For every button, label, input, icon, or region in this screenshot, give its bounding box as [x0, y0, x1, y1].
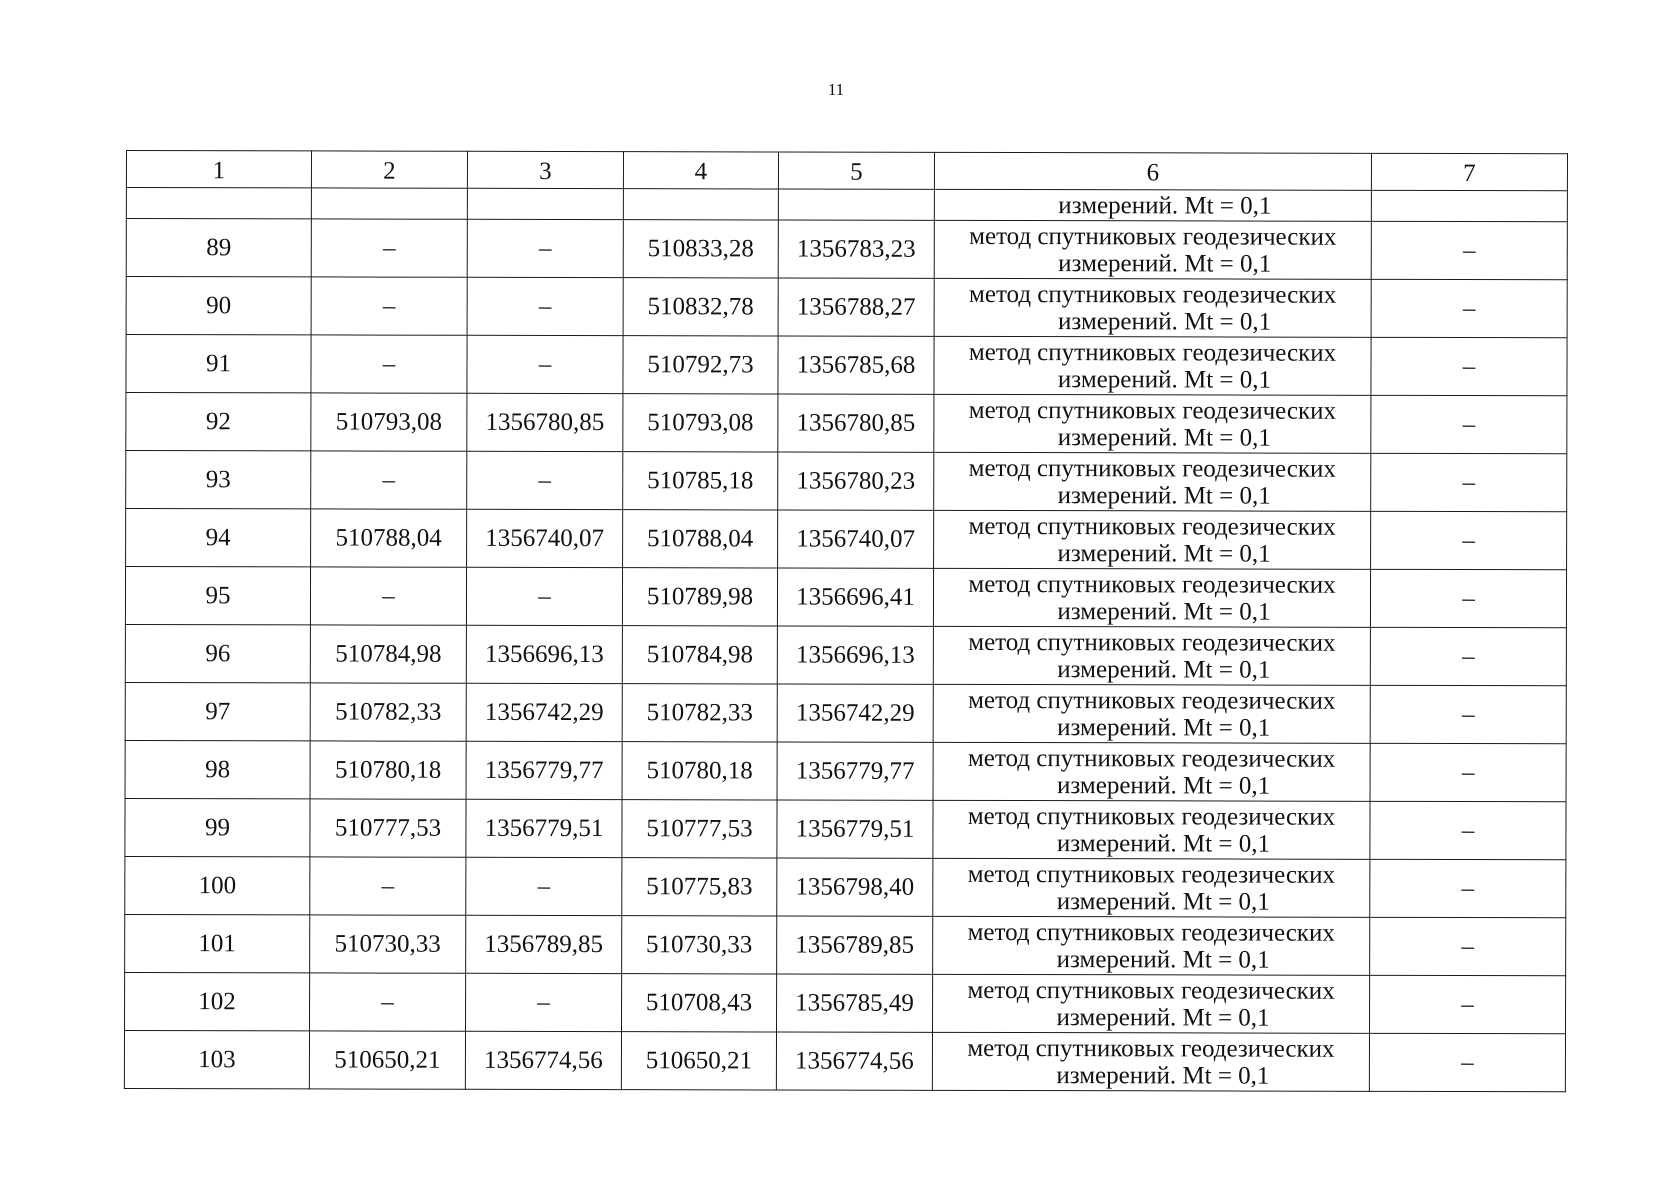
method-line-1: метод спутниковых геодезических [967, 1034, 1335, 1063]
method-line-1: метод спутниковых геодезических [967, 976, 1335, 1005]
cell-refined-x: 510730,33 [622, 916, 777, 974]
cell-existing-y: – [466, 567, 622, 625]
cell-description: – [1371, 221, 1567, 279]
method-text [967, 1034, 1334, 1089]
cell-refined-x: 510777,53 [622, 800, 777, 858]
method-line-2: измерений. Mt = 0,1 [1057, 655, 1271, 684]
cell-description: – [1369, 975, 1565, 1033]
cell-description: – [1370, 627, 1566, 685]
table-row [125, 682, 1566, 743]
method-line-1: метод спутниковых геодезических [967, 802, 1336, 831]
method-line-1: метод спутниковых геодезических [967, 918, 1335, 947]
method-line-1: метод спутниковых геодезических [967, 860, 1336, 889]
cell-existing-x: – [311, 277, 467, 335]
cell-refined-y: 1356783,23 [778, 220, 934, 278]
method-line-1: метод спутниковых геодезических [968, 570, 1336, 599]
table-row [126, 509, 1567, 570]
table-row [126, 277, 1567, 338]
column-header-6: 6 [934, 152, 1371, 190]
cell-method [934, 189, 1371, 221]
cell-method [934, 220, 1371, 279]
cell-point-number: 98 [125, 740, 310, 798]
table-row [125, 972, 1566, 1033]
method-text [968, 860, 1335, 915]
cell-point-number: 95 [125, 567, 310, 625]
method-line-2: измерений. Mt = 0,1 [1057, 365, 1272, 394]
method-text-continued: измерений. Mt = 0,1 [1058, 191, 1272, 220]
cell-description: – [1371, 395, 1567, 453]
cell-refined-y: 1356742,29 [777, 684, 933, 742]
table-row [126, 451, 1567, 512]
cell-refined-x: 510708,43 [622, 974, 777, 1032]
cell-refined-x: 510788,04 [623, 510, 778, 568]
cell-method [933, 800, 1370, 859]
cell-method [933, 568, 1370, 627]
cell-method [934, 278, 1371, 337]
cell-point-number: 94 [126, 509, 311, 567]
cell-refined-x: 510833,28 [623, 220, 778, 278]
cell-method [934, 510, 1371, 569]
cell-point-number: 89 [126, 219, 311, 277]
cell-refined-y: 1356788,27 [778, 278, 934, 336]
method-text [969, 454, 1336, 509]
cell-method [933, 684, 1370, 743]
cell-refined-x: 510780,18 [622, 742, 777, 800]
cell-point-number: 102 [125, 972, 310, 1030]
cell-existing-y: 1356779,77 [466, 741, 622, 799]
method-line-2: измерений. Mt = 0,1 [1057, 481, 1271, 510]
cell-point-number [126, 188, 311, 219]
cell-point-number: 103 [124, 1030, 309, 1088]
method-line-2: измерений. Mt = 0,1 [1056, 1061, 1270, 1090]
cell-existing-x: – [310, 973, 466, 1031]
cell-description: – [1370, 917, 1566, 975]
cell-existing-x: 510793,08 [311, 393, 467, 451]
column-header-4: 4 [623, 152, 778, 189]
cell-refined-y: 1356785,68 [778, 336, 934, 394]
cell-method [934, 394, 1371, 453]
method-text [967, 976, 1334, 1031]
method-text [969, 280, 1336, 335]
method-text [969, 396, 1336, 451]
cell-existing-x: 510788,04 [311, 509, 467, 567]
cell-method [932, 1032, 1369, 1091]
method-line-1: метод спутниковых геодезических [968, 686, 1336, 715]
table-row [125, 567, 1566, 628]
cell-existing-x: – [311, 451, 467, 509]
cell-existing-y: 1356774,56 [465, 1031, 621, 1089]
method-line-1: метод спутниковых геодезических [968, 338, 1337, 367]
cell-existing-y: 1356780,85 [467, 393, 623, 451]
cell-point-number: 92 [126, 393, 311, 451]
cell-existing-x: – [311, 219, 467, 277]
cell-refined-y: 1356798,40 [777, 858, 933, 916]
cell-existing-y: – [467, 219, 623, 277]
cell-method [934, 452, 1371, 511]
column-header-7: 7 [1371, 153, 1567, 190]
cell-existing-y: – [466, 857, 622, 915]
method-line-1: метод спутниковых геодезических [968, 396, 1337, 425]
cell-method [933, 916, 1370, 975]
column-header-3: 3 [467, 151, 623, 188]
method-line-1: метод спутниковых геодезических [969, 280, 1337, 309]
table-row [125, 624, 1566, 685]
method-line-2: измерений. Mt = 0,1 [1058, 307, 1272, 336]
method-line-2: измерений. Mt = 0,1 [1057, 539, 1271, 568]
cell-refined-x: 510775,83 [622, 858, 777, 916]
method-text [968, 744, 1335, 799]
method-line-2: измерений. Mt = 0,1 [1056, 1003, 1270, 1032]
cell-existing-y: 1356740,07 [467, 509, 623, 567]
cell-method [933, 626, 1370, 685]
method-line-1: метод спутниковых геодезических [967, 744, 1336, 773]
method-line-2: измерений. Mt = 0,1 [1056, 887, 1270, 916]
cell-point-number: 101 [125, 914, 310, 972]
table-row [125, 798, 1566, 859]
column-header-1: 1 [126, 151, 311, 188]
cell-method [933, 858, 1370, 917]
method-line-2: измерений. Mt = 0,1 [1058, 249, 1272, 278]
cell-refined-x: 510785,18 [623, 452, 778, 510]
cell-description: – [1371, 453, 1567, 511]
cell-existing-x: 510730,33 [310, 915, 466, 973]
cell-refined-x: 510782,33 [622, 684, 777, 742]
cell-existing-y: – [467, 277, 623, 335]
cell-existing-y: – [467, 335, 623, 393]
cell-description: – [1369, 1033, 1565, 1091]
method-line-1: метод спутниковых геодезических [969, 222, 1337, 251]
cell-existing-y: – [467, 451, 623, 509]
cell-refined-x [623, 189, 778, 220]
cell-point-number: 99 [125, 798, 310, 856]
cell-refined-y: 1356785,49 [777, 974, 933, 1032]
cell-refined-x: 510793,08 [623, 394, 778, 452]
coordinates-table [124, 150, 1568, 1092]
method-text [968, 628, 1335, 683]
table-row [125, 914, 1566, 975]
cell-refined-y: 1356789,85 [777, 916, 933, 974]
cell-description: – [1370, 685, 1566, 743]
cell-point-number: 91 [126, 335, 311, 393]
table-header-row [126, 151, 1567, 191]
cell-description: – [1370, 743, 1566, 801]
cell-description: – [1370, 801, 1566, 859]
cell-existing-x: – [311, 335, 467, 393]
table-row [126, 393, 1567, 454]
cell-method [933, 974, 1370, 1033]
cell-method [933, 742, 1370, 801]
cell-point-number: 93 [126, 451, 311, 509]
cell-existing-x [311, 188, 467, 219]
method-text [968, 512, 1335, 567]
cell-existing-x: 510782,33 [310, 683, 466, 741]
cell-refined-y: 1356696,41 [777, 568, 933, 626]
method-text [968, 802, 1335, 857]
cell-existing-x: 510650,21 [309, 1031, 465, 1089]
cell-refined-x: 510792,73 [623, 336, 778, 394]
cell-existing-x: 510784,98 [310, 625, 466, 683]
method-line-2: измерений. Mt = 0,1 [1057, 713, 1271, 742]
cell-refined-x: 510789,98 [622, 568, 777, 626]
cell-existing-x: – [310, 857, 466, 915]
cell-existing-x: – [310, 567, 466, 625]
method-line-1: метод спутниковых геодезических [968, 628, 1336, 657]
cell-description [1371, 190, 1567, 221]
cell-existing-y: 1356696,13 [466, 625, 622, 683]
cell-refined-x: 510650,21 [621, 1032, 776, 1090]
method-text [969, 338, 1336, 393]
continuation-row [126, 188, 1567, 222]
method-text [968, 686, 1335, 741]
method-text [968, 918, 1335, 973]
cell-refined-y: 1356780,85 [778, 394, 934, 452]
cell-existing-y: 1356779,51 [466, 799, 622, 857]
table-row [125, 740, 1566, 801]
cell-existing-y: – [466, 973, 622, 1031]
cell-existing-y: 1356789,85 [466, 915, 622, 973]
cell-refined-y: 1356780,23 [778, 452, 934, 510]
cell-refined-y: 1356779,77 [777, 742, 933, 800]
table-row [125, 856, 1566, 917]
cell-method [934, 336, 1371, 395]
cell-refined-y: 1356779,51 [777, 800, 933, 858]
cell-refined-y [778, 189, 934, 220]
cell-existing-y [467, 188, 623, 219]
method-line-1: метод спутниковых геодезических [968, 454, 1336, 483]
cell-refined-y: 1356696,13 [777, 626, 933, 684]
cell-point-number: 96 [125, 624, 310, 682]
table-row [126, 335, 1567, 396]
method-text [968, 570, 1335, 625]
column-header-2: 2 [311, 151, 467, 188]
method-line-2: измерений. Mt = 0,1 [1056, 945, 1270, 974]
cell-description: – [1370, 859, 1566, 917]
cell-point-number: 100 [125, 856, 310, 914]
method-line-2: измерений. Mt = 0,1 [1056, 771, 1271, 800]
cell-description: – [1371, 279, 1567, 337]
table-row [126, 219, 1567, 280]
cell-refined-x: 510832,78 [623, 278, 778, 336]
cell-point-number: 90 [126, 277, 311, 335]
cell-description: – [1370, 569, 1566, 627]
cell-refined-x: 510784,98 [622, 626, 777, 684]
cell-description: – [1371, 511, 1567, 569]
column-header-5: 5 [778, 152, 934, 189]
method-text [969, 222, 1336, 277]
table-row [124, 1030, 1565, 1091]
page-number: 11 [827, 80, 845, 99]
method-line-2: измерений. Mt = 0,1 [1057, 423, 1271, 452]
cell-existing-x: 510777,53 [310, 799, 466, 857]
method-line-1: метод спутниковых геодезических [968, 512, 1336, 541]
method-line-2: измерений. Mt = 0,1 [1057, 597, 1271, 626]
cell-refined-y: 1356774,56 [776, 1032, 932, 1090]
cell-refined-y: 1356740,07 [778, 510, 934, 568]
cell-description: – [1371, 337, 1567, 395]
cell-existing-x: 510780,18 [310, 741, 466, 799]
cell-existing-y: 1356742,29 [466, 683, 622, 741]
method-line-2: измерений. Mt = 0,1 [1056, 829, 1270, 858]
cell-point-number: 97 [125, 682, 310, 740]
